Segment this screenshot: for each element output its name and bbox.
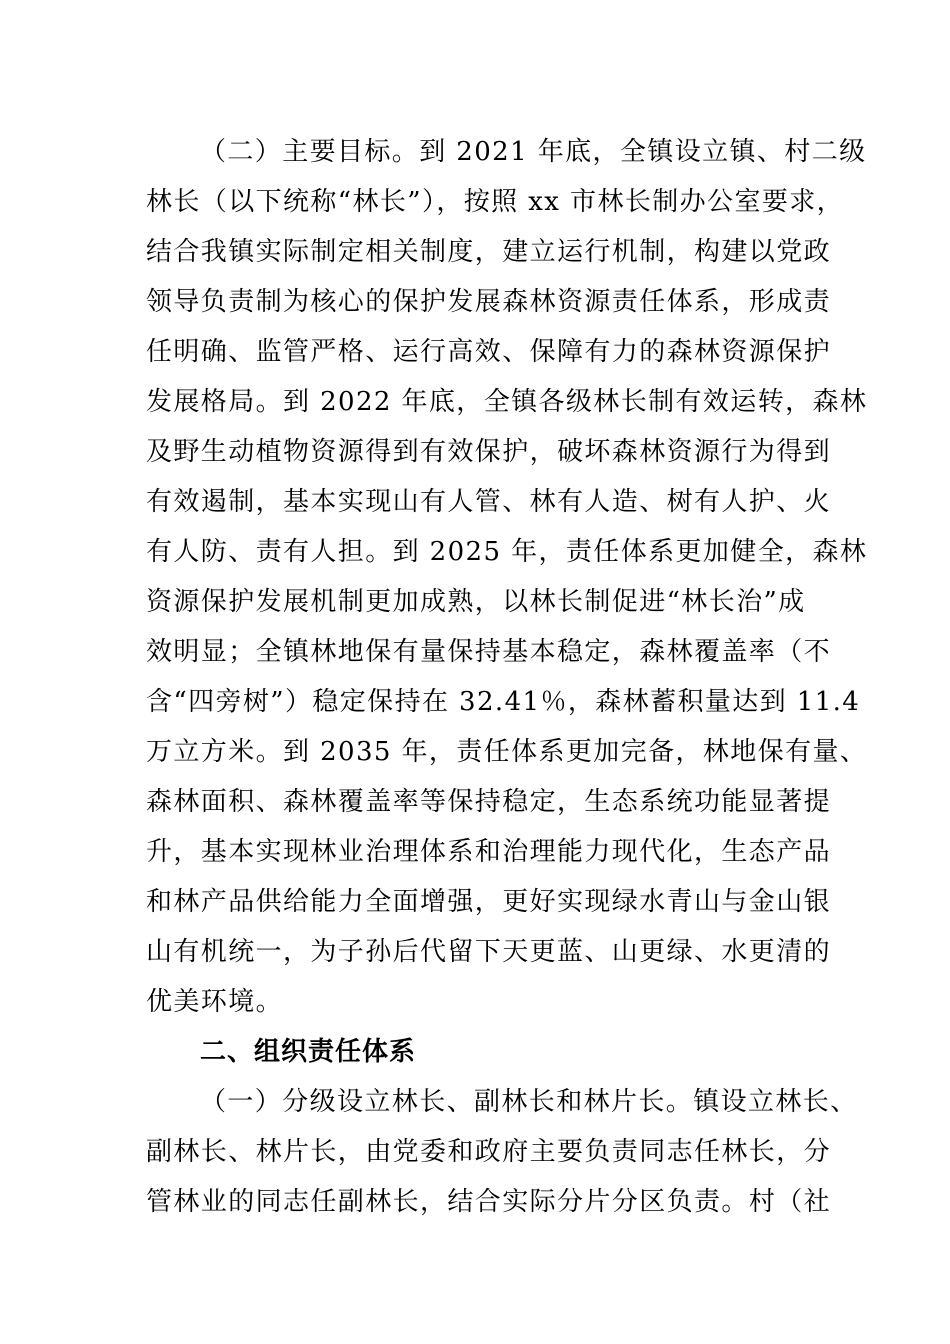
levels-line-2: 副林长、林片长，由党委和政府主要负责同志任林长，分 [146, 1137, 832, 1167]
levels-line-3: 管林业的同志任副林长，结合实际分片分区负责。村（社 [146, 1187, 832, 1217]
goals-line-11: 效明显；全镇林地保有量保持基本稳定，森林覆盖率（不 [146, 637, 832, 667]
goals-line-12: 含“四旁树”）稳定保持在 32.41％，森林蓄积量达到 11.4 [146, 687, 861, 717]
goals-line-9: 有人防、责有人担。到 2025 年，责任体系更加健全，森林 [146, 537, 868, 567]
goals-line-1: （二）主要目标。到 2021 年底，全镇设立镇、村二级 [200, 137, 867, 167]
goals-line-7: 及野生动植物资源得到有效保护，破坏森林资源行为得到 [146, 437, 832, 467]
goals-line-3: 结合我镇实际制定相关制度，建立运行机制，构建以党政 [146, 237, 832, 267]
goals-line-18: 优美环境。 [146, 987, 284, 1017]
goals-line-4: 领导负责制为核心的保护发展森林资源责任体系，形成责 [146, 287, 832, 317]
section-heading: 二、组织责任体系 [200, 1037, 417, 1067]
goals-line-8: 有效遏制，基本实现山有人管、林有人造、树有人护、火 [146, 487, 832, 517]
goals-line-15: 升，基本实现林业治理体系和治理能力现代化，生态产品 [146, 837, 832, 867]
goals-line-6: 发展格局。到 2022 年底，全镇各级林长制有效运转，森林 [146, 387, 868, 417]
goals-line-13: 万立方米。到 2035 年，责任体系更加完备，林地保有量、 [146, 737, 868, 767]
goals-line-2: 林长（以下统称“林长”），按照 xx 市林长制办公室要求， [146, 187, 845, 217]
goals-line-14: 森林面积、森林覆盖率等保持稳定，生态系统功能显著提 [146, 787, 832, 817]
goals-line-10: 资源保护发展机制更加成熟，以林长制促进“林长治”成 [146, 587, 806, 617]
goals-line-17: 山有机统一，为子孙后代留下天更蓝、山更绿、水更清的 [146, 937, 832, 967]
levels-line-1: （一）分级设立林长、副林长和林片长。镇设立林长、 [200, 1087, 858, 1117]
goals-line-5: 任明确、监管严格、运行高效、保障有力的森林资源保护 [146, 337, 832, 367]
goals-line-16: 和林产品供给能力全面增强，更好实现绿水青山与金山银 [146, 887, 832, 917]
